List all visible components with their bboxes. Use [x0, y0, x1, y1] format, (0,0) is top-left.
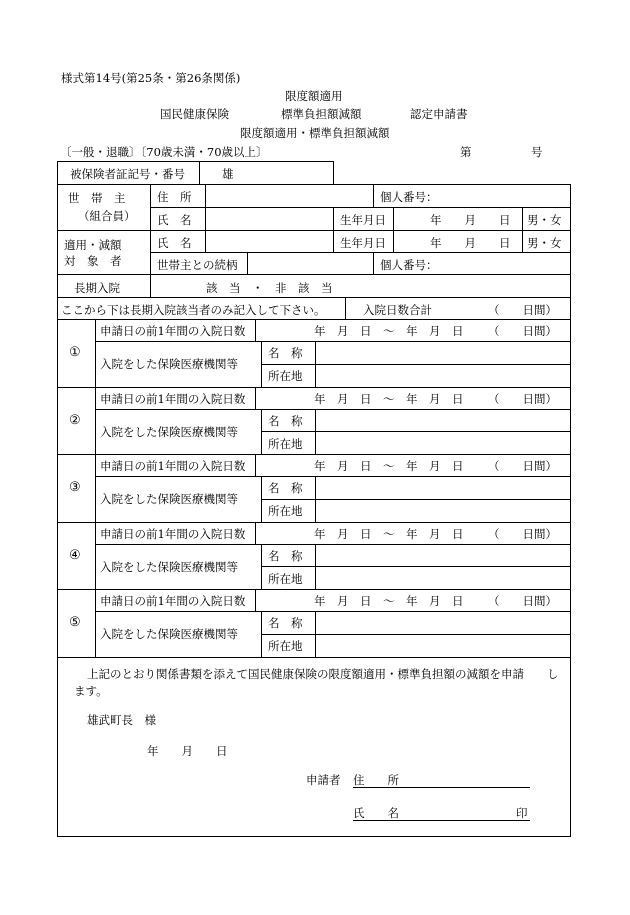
entry-days[interactable]: （ 日間）	[488, 526, 557, 541]
title-insurance: 国民健康保険	[160, 107, 229, 121]
entry-number: ②	[69, 412, 81, 428]
dai-label: 第	[460, 145, 472, 159]
entry-days-label: 申請日の前1年間の入院日数	[100, 391, 246, 406]
address-label: 住 所	[157, 190, 192, 204]
applicant-name-label: 氏 名	[353, 806, 399, 820]
entry-period[interactable]: 年 月 日 ～ 年 月 日	[314, 459, 464, 473]
entry-hospital-name-label: 名 称	[268, 346, 303, 360]
householder-name-label: 氏 名	[157, 213, 192, 227]
entry-days-label: 申請日の前1年間の入院日数	[100, 526, 246, 541]
total-days-value[interactable]: （ 日間）	[488, 303, 557, 317]
entry-number: ③	[69, 480, 81, 495]
householder-gender[interactable]: 男・女	[527, 213, 562, 227]
entry-number: ①	[69, 345, 81, 360]
go-label: 号	[531, 145, 543, 159]
application-date[interactable]: 年 月 日	[147, 744, 228, 758]
target-sub-label: 対 象 者	[64, 254, 122, 268]
entry-hospital-label: 入院をした保険医療機関等	[100, 492, 238, 506]
entry-hospital-location-label: 所在地	[268, 369, 303, 383]
long-term-note: ここから下は長期入院該当者のみ記入して下さい。	[61, 303, 326, 317]
entry-number: ⑤	[69, 615, 81, 630]
long-term-label: 長期入院	[74, 281, 120, 295]
total-days-label: 入院日数合計	[363, 303, 432, 317]
target-gender[interactable]: 男・女	[527, 236, 562, 250]
entry-days[interactable]: （ 日間）	[488, 391, 557, 406]
target-birth-date[interactable]: 年 月 日	[430, 236, 511, 250]
applicant-address-label: 住 所	[353, 773, 399, 787]
householder-label: 世 帯 主	[68, 191, 126, 205]
insurance-card-label: 被保険者証記号・番号	[70, 167, 185, 181]
householder-sub-label: （組合員）	[78, 209, 136, 223]
applicant-address-line[interactable]	[353, 787, 530, 788]
entry-days-label: 申請日の前1年間の入院日数	[100, 594, 246, 608]
entry-hospital-location-label: 所在地	[268, 504, 303, 518]
applicant-label: 申請者	[306, 773, 341, 787]
statement-line-2: ます。	[74, 684, 108, 698]
target-name-label: 氏 名	[157, 236, 192, 250]
entry-period[interactable]: 年 月 日 ～ 年 月 日	[314, 594, 464, 608]
householder-birth-date[interactable]: 年 月 日	[430, 213, 511, 227]
entry-hospital-name-label: 名 称	[268, 413, 303, 428]
householder-birth-label: 生年月日	[340, 213, 386, 227]
title-sub: 限度額適用・標準負担額減額	[240, 126, 390, 140]
title-application: 認定申請書	[410, 107, 468, 121]
seal-mark: 印	[516, 806, 528, 820]
relation-label: 世帯主との続柄	[157, 258, 238, 272]
insurance-card-value[interactable]: 雄	[222, 167, 234, 181]
entry-days-label: 申請日の前1年間の入院日数	[100, 324, 246, 338]
entry-hospital-label: 入院をした保険医療機関等	[100, 559, 238, 574]
target-label: 適用・減額	[64, 238, 122, 252]
entry-hospital-name-label: 名 称	[268, 616, 303, 630]
category-line: 〔一般・退職〕〔70歳未満・70歳以上〕	[60, 145, 268, 159]
entry-hospital-location-label: 所在地	[268, 571, 303, 586]
long-term-value[interactable]: 該 当 ・ 非 該 当	[206, 281, 333, 295]
entry-hospital-label: 入院をした保険医療機関等	[100, 627, 238, 641]
target-birth-label: 生年月日	[340, 236, 386, 250]
addressee: 雄武町長 様	[87, 713, 156, 727]
entry-period[interactable]: 年 月 日 ～ 年 月 日	[314, 526, 464, 541]
entry-hospital-name-label: 名 称	[268, 548, 303, 563]
entry-hospital-location-label: 所在地	[268, 436, 303, 451]
statement-line-1: 上記のとおり関係書類を添えて国民健康保険の限度額適用・標準負担額の減額を申請 し	[87, 667, 559, 681]
entry-hospital-name-label: 名 称	[268, 481, 303, 495]
entry-hospital-label: 入院をした保険医療機関等	[100, 357, 238, 371]
entry-days[interactable]: （ 日間）	[488, 594, 557, 608]
entry-hospital-label: 入院をした保険医療機関等	[100, 424, 238, 439]
target-personal-number-label: 個人番号：	[380, 258, 438, 272]
entry-days[interactable]: （ 日間）	[488, 459, 557, 473]
entry-period[interactable]: 年 月 日 ～ 年 月 日	[314, 391, 464, 406]
title-standard: 標準負担額減額	[281, 107, 362, 121]
entry-period[interactable]: 年 月 日 ～ 年 月 日	[314, 324, 464, 338]
entry-days[interactable]: （ 日間）	[488, 324, 557, 338]
entry-hospital-location-label: 所在地	[268, 639, 303, 653]
form-number: 様式第14号(第25条・第26条関係)	[61, 71, 241, 85]
applicant-name-line[interactable]	[353, 820, 530, 821]
title-top: 限度額適用	[285, 89, 343, 103]
entry-days-label: 申請日の前1年間の入院日数	[100, 459, 246, 473]
personal-number-label: 個人番号：	[380, 190, 438, 204]
entry-number: ④	[69, 547, 81, 563]
